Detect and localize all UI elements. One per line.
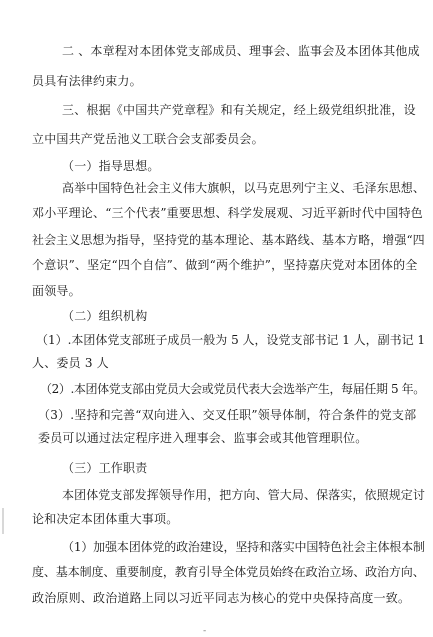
section-heading-guiding-thought: （一）指导思想。 [62, 159, 160, 173]
text-line-9: 个意识”、坚定“四个自信”、做到“两个维护”，坚持嘉庆党对本团体的全 [32, 258, 418, 272]
section-heading-duties: （三）工作职责 [62, 461, 148, 475]
text-line-21: 度、基本制度、重要制度，教育引导全体党员始终在政治立场、政治方向、 [32, 565, 425, 579]
scan-edge-mark [2, 508, 4, 534]
text-line-18: 本团体党支部发挥领导作用，把方向、管大局、保落实，依照规定讨 [62, 488, 426, 502]
text-line-14: （2）.本团体党支部由党员大会或党员代表大会选举产生，每届任期 5 年。 [40, 382, 425, 396]
text-line-10: 面领导。 [32, 284, 81, 298]
text-line-1: 二 、本章程对本团体党支部成员、理事会、监事会及本团体其他成 [62, 44, 420, 58]
section-heading-organization: （二）组织机构 [62, 309, 148, 323]
text-line-19: 论和决定本团体重大事项。 [32, 512, 179, 526]
text-line-20: （1）加强本团体党的政治建设，坚持和落实中国特色社会主体根本制 [62, 540, 425, 554]
text-line-15: （3）.坚持和完善“双向进入、交叉任职”领导体制，符合条件的党支部 [38, 408, 417, 422]
text-line-7: 邓小平理论、“三个代表”重要思想、科学发展观、习近平新时代中国特色 [32, 206, 423, 220]
text-line-13: 人、委员 3 人 [32, 356, 109, 370]
text-line-2: 员具有法律约束力。 [32, 74, 142, 88]
page-number: - [203, 626, 207, 636]
text-line-12: （1）.本团体党支部班子成员一般为 5 人，设党支部书记 1 人，副书记 1 [36, 333, 426, 347]
text-line-3: 三、根据《中国共产党章程》和有关规定，经上级党组织批准，设 [62, 103, 416, 117]
text-line-22: 政治原则、政治道路上同以习近平同志为核心的党中央保持高度一致。 [32, 591, 411, 605]
text-line-8: 社会主义思想为指导，坚持党的基本理论、基本路线、基本方略，增强“四 [32, 233, 425, 247]
text-line-4: 立中国共产党岳池义工联合会支部委员会。 [32, 132, 264, 146]
text-line-6: 高举中国特色社会主义伟大旗帜，以马克思列宁主义、毛泽东思想、 [62, 181, 426, 195]
text-line-16: 委员可以通过法定程序进入理事会、监事会或其他管理职位。 [38, 431, 368, 445]
